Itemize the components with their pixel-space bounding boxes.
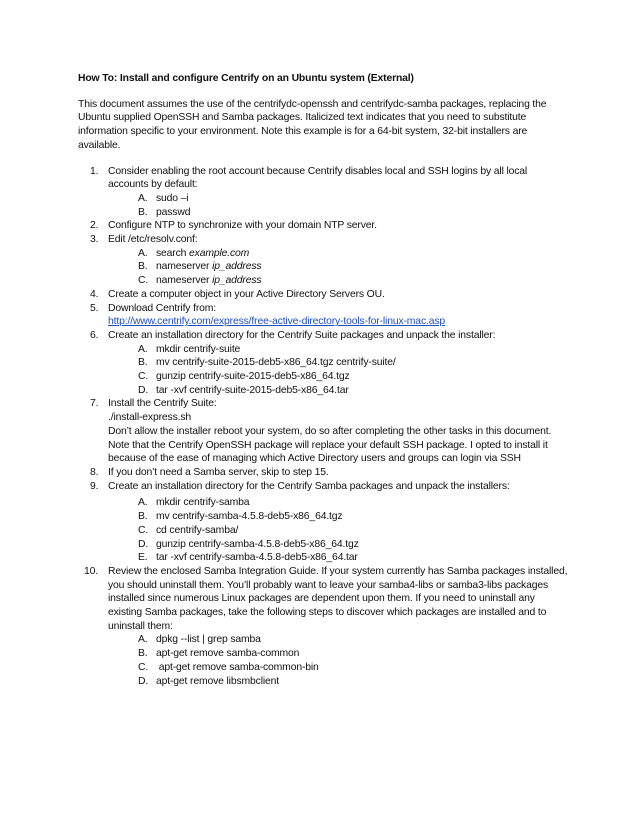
step-text: Create an installation directory for the Centrify Suite packages and unpack the installer: [108,329,496,341]
substep-text: mv centrify-samba-4.5.8-deb5-x86_64.tgz [156,511,343,523]
substep-text: tar -xvf centrify-samba-4.5.8-deb5-x86_64.tar [156,552,358,564]
step-text: Download Centrify from: [108,302,217,314]
substep-text: mkdir centrify-samba [156,497,250,509]
step-text: Consider enabling the root account because Centrify disables local and SSH logins by all local accounts by default: [108,165,528,191]
substep-letter: B. [138,648,148,660]
substep [108,675,570,689]
steps-list [78,165,570,689]
substep [108,356,570,370]
substep-letter: B. [138,511,148,523]
step-1 [78,165,570,220]
step-4 [78,288,570,302]
substep-letter: A. [138,497,148,509]
document-page [78,72,570,688]
substeps [108,343,570,398]
step-text: Configure NTP to synchronize with your domain NTP server. [108,220,377,232]
step-number: 1. [90,165,99,177]
substep [108,247,570,261]
substeps [108,247,570,288]
substep-letter: C. [138,524,149,536]
step-10 [78,565,570,688]
substep-letter: B. [138,357,148,369]
substep-letter: E. [138,552,148,564]
substep-placeholder: example.com [189,247,250,259]
step-note: Don’t allow the installer reboot your system, do so after completing the other tasks in this document. Note that the Centrify OpenSSH package will replace your default SSH package. I opted to install it because of the ease of managing which Active Directory users and groups can login via SSH [108,425,552,465]
substep-letter: A. [138,247,148,259]
substep [108,260,570,274]
step-text: Edit /etc/resolv.conf: [108,234,198,246]
step-number: 8. [90,466,99,478]
substep [108,496,570,510]
centrify-download-link[interactable]: http://www.centrify.com/express/free-active-directory-tools-for-linux-mac.asp [108,316,446,328]
substep [108,274,570,288]
substep [108,647,570,661]
substep-text: nameserver [156,261,213,273]
substep-text: sudo –i [156,192,189,204]
substep-text: dpkg --list | grep samba [156,634,261,646]
substep-letter: C. [138,371,149,383]
substep-text: apt-get remove samba-common [156,648,300,660]
step-text: If you don’t need a Samba server, skip to step 15. [108,466,329,478]
substep-text: search [156,247,190,259]
substep [108,206,570,220]
step-number: 3. [90,234,99,246]
substep-letter: A. [138,634,148,646]
substep-text: mv centrify-suite-2015-deb5-x86_64.tgz centrify-suite/ [156,357,396,369]
substep-letter: B. [138,261,148,273]
substep [108,661,570,675]
install-command: ./install-express.sh [108,412,192,424]
substep-text: gunzip centrify-samba-4.5.8-deb5-x86_64.tgz [156,538,359,550]
substep-placeholder: ip_address [212,275,262,287]
substep-letter: B. [138,206,148,218]
substep [108,524,570,538]
step-text: Review the enclosed Samba Integration Guide. If your system currently has Samba packages installed, you should uninstall them. You’ll probably want to leave your samba4-libs or samba3-libs packages installed since numerous Linux packages are dependent upon them. If you need to uninstall any existing Samba packages, take the following steps to discover which packages are installed and to uninstall them: [108,565,568,632]
step-number: 2. [90,220,99,232]
step-number: 5. [90,302,99,314]
intro-paragraph: This document assumes the use of the centrifydc-openssh and centrifydc-samba packages, replacing the Ubuntu supplied OpenSSH and Samba packages. Italicized text indicates that you need to substitute information specific to your environment. Note this example is for a 64-bit system, 32-bit installers are available. [78,98,547,151]
substep-text: passwd [156,206,191,218]
substep [108,551,570,565]
substep-text: nameserver [156,275,213,287]
substep-letter: C. [138,661,149,673]
substep [108,538,570,552]
step-number: 10. [84,565,98,577]
substep-letter: D. [138,675,149,687]
step-8 [78,466,570,480]
substep-letter: A. [138,343,148,355]
substep-text: gunzip centrify-suite-2015-deb5-x86_64.tgz [156,371,350,383]
substep-text: apt-get remove samba-common-bin [156,661,319,673]
substep [108,192,570,206]
step-6 [78,329,570,398]
substeps [108,633,570,688]
substeps [108,496,570,565]
step-text: Create a computer object in your Active Directory Servers OU. [108,288,385,300]
substep-text: tar -xvf centrify-suite-2015-deb5-x86_64.tar [156,384,349,396]
substep [108,343,570,357]
substeps [108,192,570,219]
substep-letter: A. [138,192,148,204]
step-number: 6. [90,329,99,341]
substep [108,633,570,647]
step-number: 4. [90,288,99,300]
step-text: Install the Centrify Suite: [108,398,217,410]
step-7 [78,397,570,466]
substep-text: mkdir centrify-suite [156,343,241,355]
substep-letter: D. [138,384,149,396]
step-9 [78,480,570,565]
substep [108,510,570,524]
substep-text: apt-get remove libsmbclient [156,675,280,687]
step-5 [78,302,570,329]
substep-letter: C. [138,275,149,287]
step-number: 9. [90,480,99,492]
substep-letter: D. [138,538,149,550]
substep [108,384,570,398]
step-text: Create an installation directory for the Centrify Samba packages and unpack the installers: [108,480,510,492]
substep-text: cd centrify-samba/ [156,524,239,536]
step-3 [78,233,570,288]
step-number: 7. [90,398,99,410]
substep-placeholder: ip_address [212,261,262,273]
document-title: How To: Install and configure Centrify on an Ubuntu system (External) [78,73,414,84]
substep [108,370,570,384]
step-2 [78,219,570,233]
